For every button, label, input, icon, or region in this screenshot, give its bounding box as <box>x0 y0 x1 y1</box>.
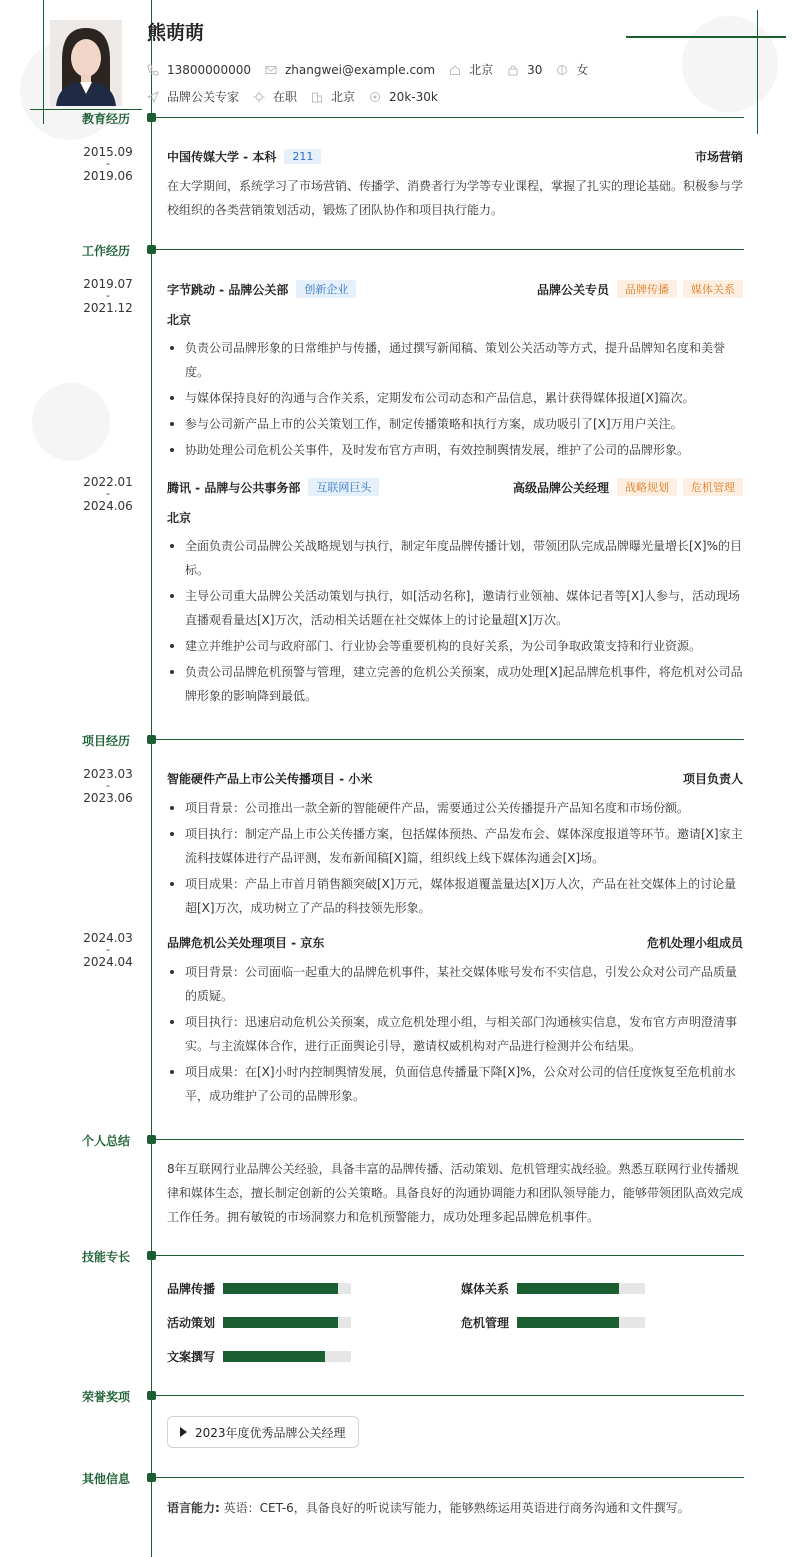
age-text: 30 <box>527 62 543 77</box>
section-rule <box>156 1477 744 1478</box>
skill-label: 媒体关系 <box>461 1282 510 1296</box>
skill-bar <box>223 1351 351 1362</box>
list-item: 建立并维护公司与政府部门、行业协会等重要机构的良好关系，为公司争取政策支持和行业资源。 <box>167 634 744 658</box>
company-name: 字节跳动 - 品牌公关部 <box>167 282 289 297</box>
email-text: zhangwei@example.com <box>284 62 436 77</box>
section-rule <box>156 1255 744 1256</box>
summary-text: 8年互联网行业品牌公关经验，具备丰富的品牌传播、活动策划、危机管理实战经验。熟悉互联网行业传播规律和媒体生态，擅长制定创新的公关策略。具备良好的沟通协调能力和团队领导能力，能够带领团队高效完成工作任务。拥有敏锐的市场洞察力和危机预警能力，成功处理多起品牌危机事件。 <box>167 1162 744 1224</box>
skill-bar-fill <box>223 1283 338 1294</box>
section-title-summary: 个人总结 <box>82 1134 131 1148</box>
education-description: 在大学期间，系统学习了市场营销、传播学、消费者行为学等专业课程，掌握了扎实的理论基础。积极参与学校组织的各类营销策划活动，锻炼了团队协作和项目执行能力。 <box>167 179 744 217</box>
skill-bar <box>223 1283 351 1294</box>
company-name: 腾讯 - 品牌与公共事务部 <box>167 480 301 495</box>
skill-item <box>461 1280 645 1297</box>
list-item: 项目执行：迅速启动危机公关预案，成立危机处理小组，与相关部门沟通核实信息，发布官方声明澄清事实。与主流媒体合作，进行正面舆论引导，邀请权威机构对产品进行检测并公布结果。 <box>167 1010 744 1058</box>
list-item: 项目背景：公司面临一起重大的品牌危机事件，某社交媒体账号发布不实信息，引发公众对公司产品质量的质疑。 <box>167 960 744 1008</box>
salary-icon <box>369 91 381 103</box>
list-item: 项目执行：制定产品上市公关传播方案，包括媒体预热、产品发布会、媒体深度报道等环节。邀请[X]家主流科技媒体进行产品评测，发布新闻稿[X]篇，组织线上线下媒体沟通会[X]场。 <box>167 822 744 870</box>
decor-line-right-horizontal <box>626 36 786 38</box>
section-dot <box>147 113 156 122</box>
work-header <box>167 478 743 496</box>
project-bullets <box>167 796 744 922</box>
role-tag: 战略规划 <box>617 478 677 496</box>
education-header <box>167 148 743 165</box>
decor-circle-mid <box>32 383 110 461</box>
work-location: 北京 <box>167 313 192 327</box>
location-text: 北京 <box>469 63 494 77</box>
section-rule <box>156 739 744 740</box>
mail-icon <box>265 64 277 76</box>
list-item: 主导公司重大品牌公关活动策划与执行，如[活动名称]，邀请行业领袖、媒体记者等[X]人参与，活动现场直播观看量达[X]万次，活动相关话题在社交媒体上的讨论量超[X]万次。 <box>167 584 744 632</box>
section-title-skills: 技能专长 <box>82 1250 131 1264</box>
decor-line-left-vertical <box>43 0 44 124</box>
avatar <box>50 20 122 106</box>
role-name: 品牌公关专员 <box>536 282 609 297</box>
timeline-axis <box>151 0 152 1557</box>
role-name: 高级品牌公关经理 <box>512 480 609 495</box>
work-header <box>167 280 743 298</box>
skill-item <box>167 1314 351 1331</box>
phone-text: 13800000000 <box>167 62 251 77</box>
skill-bar <box>223 1317 351 1328</box>
award-label: 2023年度优秀品牌公关经理 <box>195 1425 346 1440</box>
project-bullets <box>167 960 744 1110</box>
section-rule <box>156 249 744 250</box>
section-title-awards: 荣誉奖项 <box>82 1390 131 1404</box>
work-location: 北京 <box>167 511 192 525</box>
skill-label: 危机管理 <box>461 1316 510 1330</box>
list-item: 负责公司品牌危机预警与管理，建立完善的危机公关预案，成功处理[X]起品牌危机事件，将危机对公司品牌形象的影响降到最低。 <box>167 660 744 708</box>
skill-bar-fill <box>517 1317 619 1328</box>
age-icon <box>507 64 519 76</box>
section-dot <box>147 245 156 254</box>
project-date: 2023.03 - 2023.06 <box>83 767 133 805</box>
skill-item <box>167 1280 351 1297</box>
play-triangle-icon <box>180 1427 187 1437</box>
company-tag: 互联网巨头 <box>308 478 379 496</box>
school-name: 中国传媒大学 - 本科 <box>167 150 277 164</box>
gender-icon <box>556 64 568 76</box>
job-title-text: 品牌公关专家 <box>167 90 240 104</box>
section-dot <box>147 735 156 744</box>
list-item: 项目成果：产品上市首月销售额突破[X]万元，媒体报道覆盖量达[X]万人次，产品在社交媒体上的讨论量超[X]万次，成功树立了产品的科技领先形象。 <box>167 872 744 920</box>
work-bullets <box>167 336 744 464</box>
contact-row <box>147 61 602 78</box>
list-item: 协助处理公司危机公关事件，及时发布官方声明，有效控制舆情发展，维护了公司的品牌形象。 <box>167 438 744 462</box>
section-dot <box>147 1391 156 1400</box>
other-info-text: 英语：CET-6，具备良好的听说读写能力，能够熟练运用英语进行商务沟通和文件撰写。 <box>223 1501 690 1515</box>
decor-circle-topright <box>682 16 778 112</box>
work-date: 2019.07 - 2021.12 <box>83 277 133 315</box>
list-item: 与媒体保持良好的沟通与合作关系，定期发布公司动态和产品信息，累计获得媒体报道[X]篇次。 <box>167 386 744 410</box>
role-tag: 媒体关系 <box>683 280 743 298</box>
list-item: 项目背景：公司推出一款全新的智能硬件产品，需要通过公关传播提升产品知名度和市场份额。 <box>167 796 744 820</box>
section-title-education: 教育经历 <box>82 112 131 126</box>
job-row <box>147 88 452 105</box>
role-tag: 品牌传播 <box>617 280 677 298</box>
project-name: 智能硬件产品上市公关传播项目 - 小米 <box>167 772 373 786</box>
other-info-label: 语言能力: <box>167 1501 220 1515</box>
skill-label: 文案撰写 <box>167 1350 216 1364</box>
other-info <box>167 1496 744 1520</box>
role-tag: 危机管理 <box>683 478 743 496</box>
gender-text: 女 <box>576 63 589 77</box>
section-dot <box>147 1251 156 1260</box>
home-icon <box>449 64 461 76</box>
project-role: 项目负责人 <box>682 772 743 786</box>
city-icon <box>311 91 323 103</box>
section-rule <box>156 1139 744 1140</box>
section-title-projects: 项目经历 <box>82 734 131 748</box>
major-name: 市场营销 <box>694 150 743 164</box>
skill-item <box>167 1348 351 1365</box>
skill-bar-fill <box>517 1283 619 1294</box>
send-icon <box>147 91 159 103</box>
phone-icon <box>147 64 159 76</box>
skill-bar <box>517 1283 645 1294</box>
list-item: 全面负责公司品牌公关战略规划与执行，制定年度品牌传播计划，带领团队完成品牌曝光量增长[X]%的目标。 <box>167 534 744 582</box>
school-tag: 211 <box>284 149 321 164</box>
decor-line-right-vertical <box>757 10 758 134</box>
section-title-work: 工作经历 <box>82 244 131 258</box>
skill-bar-fill <box>223 1351 325 1362</box>
company-tag: 创新企业 <box>296 280 356 298</box>
list-item: 负责公司品牌形象的日常维护与传播，通过撰写新闻稿、策划公关活动等方式，提升品牌知名度和美誉度。 <box>167 336 744 384</box>
salary-text: 20k-30k <box>389 89 438 104</box>
project-header <box>167 770 743 787</box>
education-date: 2015.09 - 2019.06 <box>83 145 133 183</box>
status-text: 在职 <box>273 90 298 104</box>
status-icon <box>253 91 265 103</box>
section-rule <box>156 1395 744 1396</box>
section-dot <box>147 1473 156 1482</box>
work-date: 2022.01 - 2024.06 <box>83 475 133 513</box>
skill-bar <box>517 1317 645 1328</box>
award-item[interactable] <box>167 1416 359 1448</box>
work-bullets <box>167 534 744 710</box>
list-item: 项目成果：在[X]小时内控制舆情发展，负面信息传播量下降[X]%，公众对公司的信任度恢复至危机前水平，成功维护了公司的品牌形象。 <box>167 1060 744 1108</box>
candidate-name: 熊萌萌 <box>147 22 205 44</box>
section-rule <box>156 117 744 118</box>
section-title-other: 其他信息 <box>82 1472 131 1486</box>
project-date: 2024.03 - 2024.04 <box>83 931 133 969</box>
skill-label: 活动策划 <box>167 1316 216 1330</box>
skill-label: 品牌传播 <box>167 1282 216 1296</box>
project-name: 品牌危机公关处理项目 - 京东 <box>167 936 325 950</box>
section-dot <box>147 1135 156 1144</box>
project-header <box>167 934 743 951</box>
skill-bar-fill <box>223 1317 338 1328</box>
project-role: 危机处理小组成员 <box>646 936 743 950</box>
skill-item <box>461 1314 645 1331</box>
list-item: 参与公司新产品上市的公关策划工作，制定传播策略和执行方案，成功吸引了[X]万用户关注。 <box>167 412 744 436</box>
city-text: 北京 <box>331 90 356 104</box>
